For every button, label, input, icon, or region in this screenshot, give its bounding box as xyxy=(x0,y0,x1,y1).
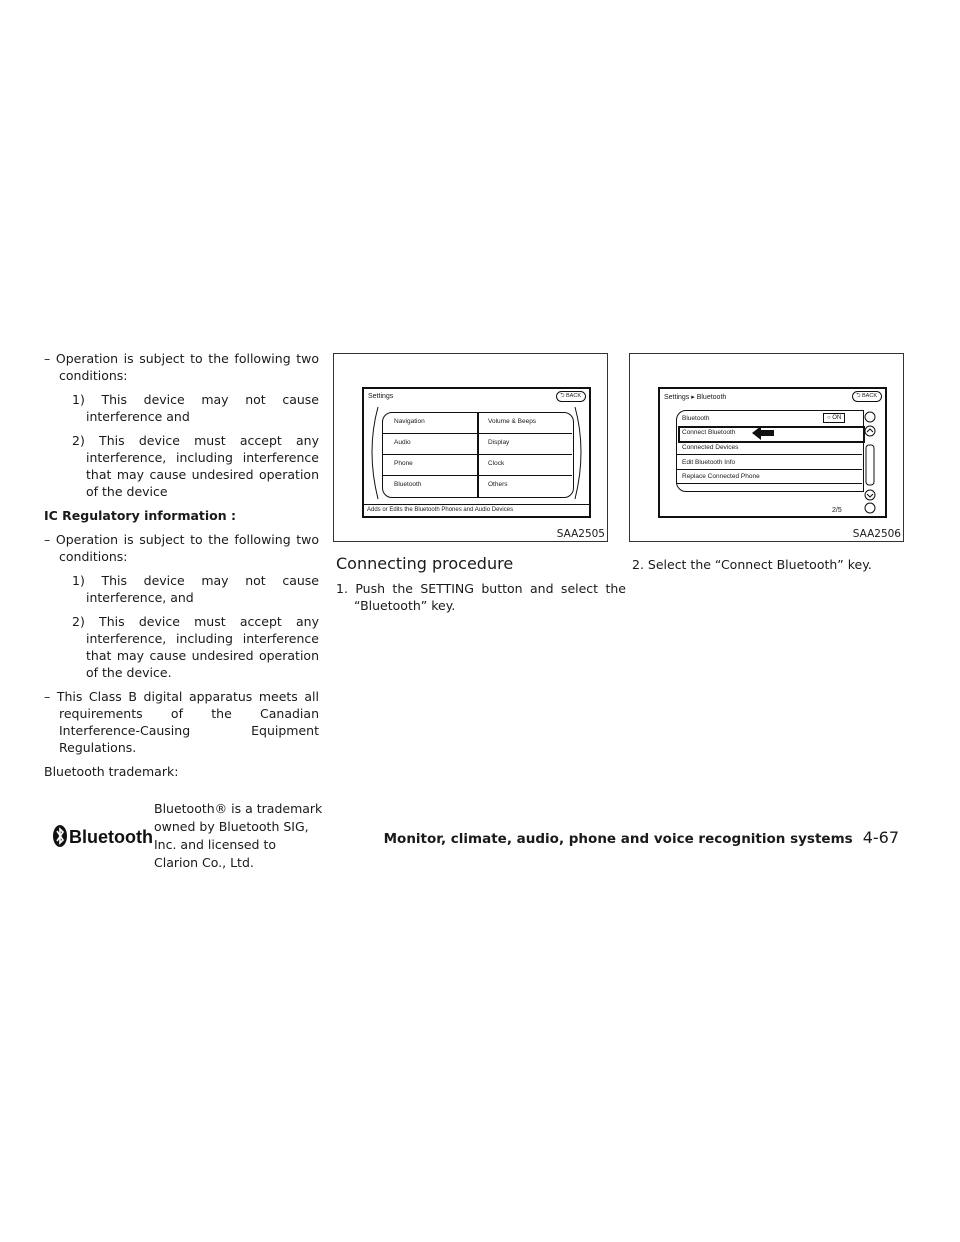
back-label: BACK xyxy=(862,393,877,399)
back-button: ⮌ BACK xyxy=(852,391,882,402)
footer-title: Monitor, climate, audio, phone and voice recognition systems xyxy=(383,831,853,847)
trademark-label: Bluetooth trademark: xyxy=(44,764,179,779)
row-divider xyxy=(382,475,572,476)
logo-text: Bluetooth xyxy=(69,827,153,847)
page-indicator: 2/5 xyxy=(832,507,842,514)
status-bar: Adds or Edits the Bluetooth Phones and Audio Devices xyxy=(364,504,589,516)
ic-intro: – Operation is subject to the following two conditions: xyxy=(44,532,319,564)
menu-audio: Audio xyxy=(394,439,411,446)
bluetooth-logo-icon xyxy=(52,824,153,848)
class-b-statement: – This Class B digital apparatus meets all requirements of the Canadian Interference-Causing Equipment Regulations. xyxy=(44,689,319,755)
row-divider xyxy=(676,483,862,484)
scroll-controls xyxy=(860,411,882,511)
item-connected-devices: Connected Devices xyxy=(682,444,739,451)
pointer-arrow-icon xyxy=(752,425,774,441)
menu-others: Others xyxy=(488,481,508,488)
ic-condition-1: 1) This device may not cause interference, and xyxy=(72,573,319,605)
row-divider xyxy=(382,454,572,455)
step-2: 2. Select the “Connect Bluetooth” key. xyxy=(632,557,872,572)
toggle-on-badge: ○ ON xyxy=(823,413,845,423)
trademark-text: Bluetooth® is a trademark owned by Bluetooth SIG, Inc. and licensed to Clarion Co., Ltd. xyxy=(154,801,323,870)
menu-volume-beeps: Volume & Beeps xyxy=(488,418,537,425)
ic-heading: IC Regulatory information : xyxy=(44,508,237,523)
step-1: 1. Push the SETTING button and select the “Bluetooth” key. xyxy=(336,581,626,613)
fcc-intro: – Operation is subject to the following two conditions: xyxy=(44,351,319,383)
item-connect-bluetooth: Connect Bluetooth xyxy=(682,429,736,436)
item-bluetooth: Bluetooth xyxy=(682,415,710,422)
page-number: 4-67 xyxy=(862,828,899,847)
figure-label: SAA2506 xyxy=(852,528,901,540)
menu-clock: Clock xyxy=(488,460,505,467)
figure-settings-screen xyxy=(333,353,608,542)
ic-condition-2: 2) This device must accept any interference, including interference that may cause undesired operation of the device. xyxy=(72,614,319,680)
section-heading: Connecting procedure xyxy=(336,554,514,573)
bluetooth-screen xyxy=(658,387,887,518)
fcc-condition-1: 1) This device may not cause interference and xyxy=(72,392,319,424)
screen-title: Settings xyxy=(368,393,394,400)
row-divider xyxy=(676,469,862,470)
figure-label: SAA2505 xyxy=(556,528,605,540)
menu-phone: Phone xyxy=(394,460,413,467)
fcc-condition-2: 2) This device must accept any interference, including interference that may cause undesired operation of the device xyxy=(72,433,319,499)
row-divider xyxy=(676,454,862,455)
menu-navigation: Navigation xyxy=(394,418,425,425)
item-replace-connected-phone: Replace Connected Phone xyxy=(682,473,760,480)
left-column xyxy=(44,350,323,870)
item-edit-bluetooth-info: Edit Bluetooth Info xyxy=(682,459,736,466)
menu-bluetooth: Bluetooth xyxy=(394,481,422,488)
menu-display: Display xyxy=(488,439,510,446)
figure-bluetooth-screen xyxy=(629,353,904,542)
trademark-block xyxy=(44,800,323,870)
toggle-label: ON xyxy=(832,415,842,421)
settings-screen xyxy=(362,387,591,518)
back-button: ⮌ BACK xyxy=(556,391,586,402)
page-footer xyxy=(384,828,899,847)
back-label: BACK xyxy=(566,393,581,399)
screen-title: Settings ▸ Bluetooth xyxy=(664,394,727,401)
row-divider xyxy=(382,433,572,434)
